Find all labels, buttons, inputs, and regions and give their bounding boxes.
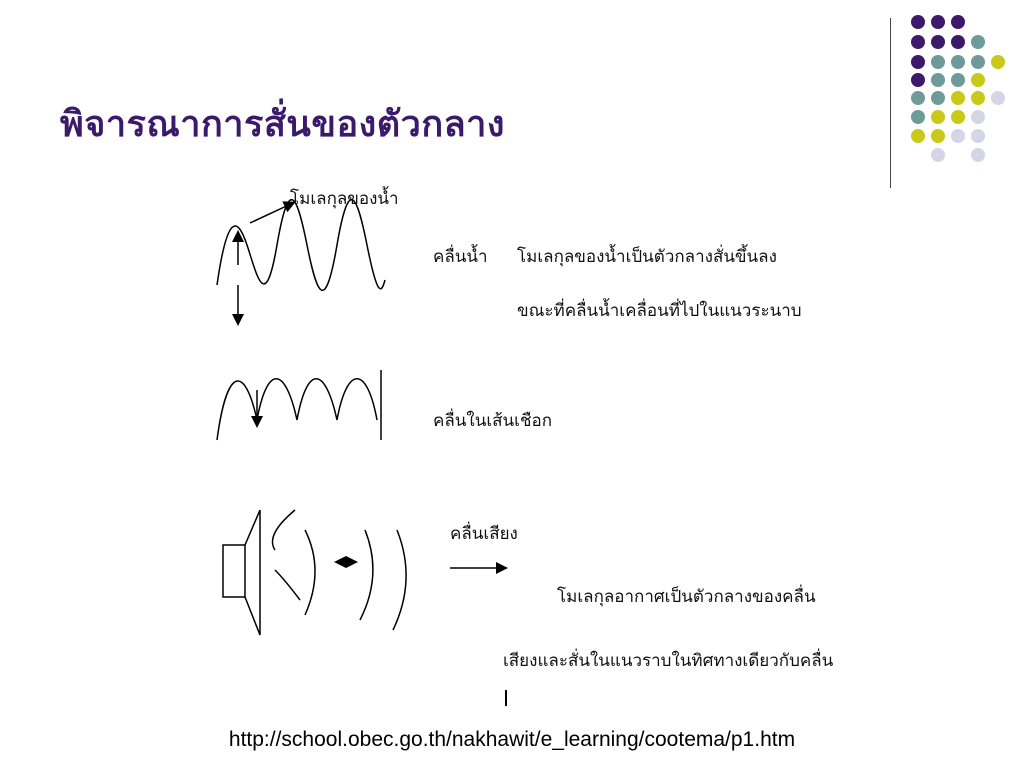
dot xyxy=(991,91,1005,105)
text-cursor xyxy=(505,690,507,706)
dot xyxy=(971,148,985,162)
water-wave-label: คลื่นน้ำ xyxy=(433,247,488,267)
dot xyxy=(911,129,925,143)
wave-medium-figure xyxy=(205,175,834,695)
dot xyxy=(931,129,945,143)
dot xyxy=(911,15,925,29)
dot xyxy=(951,55,965,69)
slide-title: พิจารณาการสั่นของตัวกลาง xyxy=(60,103,505,145)
dot xyxy=(931,55,945,69)
sound-wave-arc xyxy=(273,510,301,600)
molecule-pointer-arrow xyxy=(250,203,293,223)
dot xyxy=(931,15,945,29)
dot xyxy=(971,55,985,69)
dot xyxy=(971,35,985,49)
dot xyxy=(951,73,965,87)
sound-wave-arc xyxy=(393,530,406,630)
sound-desc-line1: โมเลกุลอากาศเป็นตัวกลางของคลื่น xyxy=(557,587,816,607)
sound-wave-arc xyxy=(360,530,373,620)
decorative-dot-grid xyxy=(0,0,1024,200)
dot xyxy=(931,35,945,49)
water-wave-curve xyxy=(217,200,385,291)
speaker-body xyxy=(223,545,245,597)
sound-wave-label: คลื่นเสียง xyxy=(450,524,518,544)
dot xyxy=(951,15,965,29)
dot xyxy=(911,55,925,69)
rope-wave-label: คลื่นในเส้นเชือก xyxy=(433,411,552,431)
dot xyxy=(951,110,965,124)
sound-wave-arc xyxy=(305,530,315,615)
dot xyxy=(971,91,985,105)
dot xyxy=(951,129,965,143)
dot xyxy=(911,91,925,105)
water-desc-line1: โมเลกุลของน้ำเป็นตัวกลางสั่นขึ้นลง xyxy=(517,247,777,267)
dot xyxy=(931,73,945,87)
dot xyxy=(951,35,965,49)
dot xyxy=(911,35,925,49)
sound-desc-line2: เสียงและสั่นในแนวราบในทิศทางเดียวกับคลื่น xyxy=(503,651,834,671)
dot xyxy=(931,148,945,162)
dot xyxy=(931,91,945,105)
dot xyxy=(971,73,985,87)
dot xyxy=(911,73,925,87)
rope-wave-curve xyxy=(217,379,377,440)
source-url[interactable]: http://school.obec.go.th/nakhawit/e_learning/cootema/p1.htm xyxy=(228,728,796,751)
dot xyxy=(991,55,1005,69)
dot xyxy=(971,129,985,143)
speaker-cone xyxy=(245,510,260,635)
water-desc-line2: ขณะที่คลื่นน้ำเคลื่อนที่ไปในแนวระนาบ xyxy=(517,301,802,321)
dot xyxy=(971,110,985,124)
dot xyxy=(931,110,945,124)
dot xyxy=(911,110,925,124)
dot xyxy=(951,91,965,105)
water-molecule-label: โมเลกุลของน้ำ xyxy=(290,189,399,209)
